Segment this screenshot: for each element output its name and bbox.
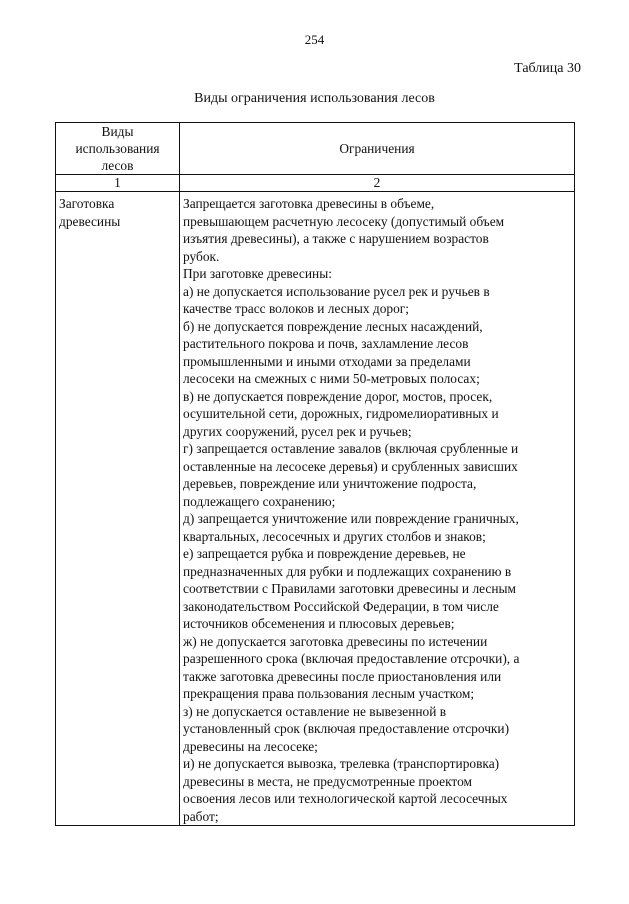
restriction-line: б) не допускается повреждение лесных насаждений, <box>183 318 483 334</box>
restriction-line: освоения лесов или технологической картой лесосечных <box>183 791 508 806</box>
header-col1-line: Виды <box>101 124 134 139</box>
table-row <box>56 192 575 826</box>
restriction-line: и) не допускается вывозка, трелевка (транспортировка) <box>183 756 500 771</box>
table-header-row <box>56 123 575 175</box>
column-number-1: 1 <box>56 175 180 192</box>
restriction-line: Запрещается заготовка древесины в объеме, <box>183 196 435 211</box>
restriction-line: соответствии с Правилами заготовки древесины и лесным <box>183 581 516 596</box>
restriction-line: промышленными и иными отходами за пределами <box>183 353 471 369</box>
restriction-line: оставленные на лесосеке деревья) и срубленных зависших <box>183 458 518 474</box>
restriction-line: деревьев, повреждение или уничтожение подроста, <box>183 476 477 491</box>
header-restrictions: Ограничения <box>180 123 575 175</box>
restriction-line: других сооружений, русел рек и ручьев; <box>183 423 412 439</box>
header-col1-line: использования <box>75 141 160 156</box>
restriction-line: г) запрещается оставление завалов (включая срубленные и <box>183 441 519 456</box>
restriction-line: При заготовке древесины: <box>183 266 332 281</box>
restriction-line: разрешенного срока (включая предоставление отсрочки), а <box>183 651 520 666</box>
restriction-line: подлежащего сохранению; <box>183 493 336 509</box>
restriction-line: з) не допускается оставление не вывезенной в <box>183 703 447 719</box>
restriction-line: прекращения права пользования лесным участком; <box>183 686 475 701</box>
restriction-line: ж) не допускается заготовка древесины по истечении <box>183 633 488 649</box>
restriction-line: лесосеки на смежных с ними 50-метровых полосах; <box>183 371 480 386</box>
restriction-line: установленный срок (включая предоставление отсрочки) <box>183 721 510 736</box>
header-col1-line: лесов <box>101 158 134 173</box>
forest-use-type-cell <box>56 192 180 826</box>
restriction-line: предназначенных для рубки и подлежащих сохранению в <box>183 563 512 579</box>
restriction-line: осушительной сети, дорожных, гидромелиоративных и <box>183 406 499 421</box>
forest-use-type-line: древесины <box>59 213 121 229</box>
restriction-line: квартальных, лесосечных и других столбов и знаков; <box>183 528 486 544</box>
document-title: Виды ограничения использования лесов <box>194 91 435 106</box>
header-forest-use-types <box>56 123 180 175</box>
column-number-row <box>56 175 575 192</box>
restriction-line: в) не допускается повреждение дорог, мостов, просек, <box>183 388 493 404</box>
restriction-line: изъятия древесины), а также с нарушением возрастов <box>183 231 489 246</box>
page-number: 254 <box>304 32 325 47</box>
restriction-line: источников обсеменения и плюсовых деревьев; <box>183 616 455 631</box>
restriction-line: е) запрещается рубка и повреждение деревьев, не <box>183 546 466 561</box>
restriction-line: д) запрещается уничтожение или повреждение граничных, <box>183 511 519 526</box>
restriction-line: рубок. <box>183 248 220 264</box>
restriction-line: древесины на лесосеке; <box>183 738 318 754</box>
column-number-2: 2 <box>180 175 575 192</box>
restriction-line: превышающем расчетную лесосеку (допустимый объем <box>183 213 505 229</box>
restriction-line: а) не допускается использование русел рек и ручьев в <box>183 283 490 299</box>
restrictions-cell <box>180 192 575 826</box>
table-label: Таблица 30 <box>514 61 581 76</box>
restriction-line: качестве трасс волоков и лесных дорог; <box>183 301 409 316</box>
restriction-line: законодательством Российской Федерации, в том числе <box>183 598 499 614</box>
restriction-line: также заготовка древесины после приостановления или <box>183 668 502 684</box>
restrictions-table <box>55 122 575 826</box>
restriction-line: растительного покрова и почв, захламление лесов <box>183 336 469 351</box>
restriction-line: древесины в места, не предусмотренные проектом <box>183 773 472 789</box>
forest-use-type-line: Заготовка <box>59 196 115 211</box>
restriction-line: работ; <box>183 808 219 824</box>
